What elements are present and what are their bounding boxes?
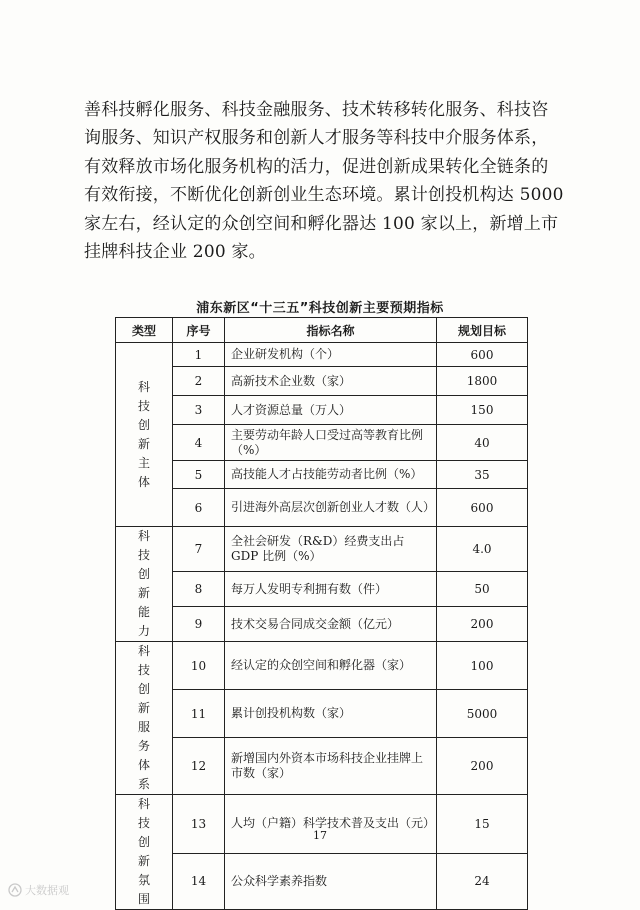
row-number-cell: 3 — [173, 396, 225, 425]
category-cell — [116, 343, 173, 527]
header-number: 序号 — [173, 318, 225, 343]
table-row — [116, 461, 528, 489]
target-value-cell: 1800 — [437, 367, 528, 396]
target-value-cell: 150 — [437, 396, 528, 425]
target-value-cell: 24 — [437, 853, 528, 910]
target-value-cell: 200 — [437, 738, 528, 795]
table-row — [116, 607, 528, 642]
indicator-name-cell: 公众科学素养指数 — [225, 853, 437, 910]
row-number-cell: 13 — [173, 795, 225, 854]
indicator-name-cell: 高新技术企业数（家） — [225, 367, 437, 396]
table-row — [116, 489, 528, 527]
indicator-name-cell: 新增国内外资本市场科技企业挂牌上市数（家） — [225, 738, 437, 795]
table-row — [116, 795, 528, 854]
indicator-name-cell: 高技能人才占技能劳动者比例（%） — [225, 461, 437, 489]
indicator-name-cell: 人均（户籍）科学技术普及支出（元） — [225, 795, 437, 854]
target-value-cell: 50 — [437, 572, 528, 607]
paragraph-line: 家左右，经认定的众创空间和孵化器达 100 家以上，新增上市 — [84, 213, 559, 234]
table-row — [116, 853, 528, 910]
row-number-cell: 9 — [173, 607, 225, 642]
paragraph-line: 挂牌科技企业 200 家。 — [84, 242, 266, 263]
category-label: 科技创新氛围 — [137, 797, 150, 906]
header-target: 规划目标 — [437, 318, 528, 343]
category-label: 科技创新能力 — [137, 529, 150, 638]
row-number-cell: 8 — [173, 572, 225, 607]
table-row — [116, 527, 528, 572]
table-row — [116, 396, 528, 425]
indicator-name-cell: 累计创投机构数（家） — [225, 690, 437, 738]
row-number-cell: 11 — [173, 690, 225, 738]
target-value-cell: 600 — [437, 489, 528, 527]
target-value-cell: 200 — [437, 607, 528, 642]
category-cell — [116, 642, 173, 795]
paragraph-line: 询服务、知识产权服务和创新人才服务等科技中介服务体系， — [84, 128, 549, 149]
target-value-cell: 4.0 — [437, 527, 528, 572]
row-number-cell: 5 — [173, 461, 225, 489]
watermark — [8, 882, 69, 898]
indicator-name-cell: 主要劳动年龄人口受过高等教育比例（%） — [225, 425, 437, 461]
body-paragraph — [84, 96, 568, 266]
target-value-cell: 600 — [437, 343, 528, 367]
category-cell — [116, 795, 173, 910]
row-number-cell: 10 — [173, 642, 225, 690]
header-category: 类型 — [116, 318, 173, 343]
indicator-name-cell: 技术交易合同成交金额（亿元） — [225, 607, 437, 642]
row-number-cell: 1 — [173, 343, 225, 367]
table-row — [116, 572, 528, 607]
row-number-cell: 12 — [173, 738, 225, 795]
category-label: 科技创新主体 — [137, 379, 150, 489]
paragraph-line: 有效释放市场化服务机构的活力，促进创新成果转化全链条的 — [84, 156, 549, 177]
category-cell — [116, 527, 173, 642]
row-number-cell: 14 — [173, 853, 225, 910]
target-value-cell: 100 — [437, 642, 528, 690]
indicator-name-cell: 全社会研发（R&D）经费支出占 GDP 比例（%） — [225, 527, 437, 572]
row-number-cell: 6 — [173, 489, 225, 527]
table-row — [116, 690, 528, 738]
table-row — [116, 425, 528, 461]
table-row — [116, 343, 528, 367]
table-row — [116, 642, 528, 690]
watermark-logo-icon — [8, 883, 22, 897]
row-number-cell: 7 — [173, 527, 225, 572]
table-header-row — [116, 318, 528, 343]
indicator-name-cell: 每万人发明专利拥有数（件） — [225, 572, 437, 607]
header-name: 指标名称 — [225, 318, 437, 343]
indicator-name-cell: 人才资源总量（万人） — [225, 396, 437, 425]
indicator-name-cell: 引进海外高层次创新创业人才数（人） — [225, 489, 437, 527]
table-row — [116, 738, 528, 795]
indicator-table — [115, 317, 528, 910]
indicator-name-cell: 经认定的众创空间和孵化器（家） — [225, 642, 437, 690]
row-number-cell: 2 — [173, 367, 225, 396]
target-value-cell: 35 — [437, 461, 528, 489]
paragraph-line: 善科技孵化服务、科技金融服务、技术转移转化服务、科技咨 — [84, 100, 549, 120]
target-value-cell: 40 — [437, 425, 528, 461]
paragraph-line: 有效衔接，不断优化创新创业生态环境。累计创投机构达 5000 — [84, 185, 564, 206]
category-label: 科技创新服务体系 — [137, 644, 150, 791]
indicator-name-cell: 企业研发机构（个） — [225, 343, 437, 367]
target-value-cell: 5000 — [437, 690, 528, 738]
page-number: 17 — [313, 829, 327, 842]
table-body — [116, 343, 528, 910]
target-value-cell: 15 — [437, 795, 528, 854]
table-caption: 浦东新区“十三五”科技创新主要预期指标 — [196, 301, 444, 316]
table-row — [116, 367, 528, 396]
row-number-cell: 4 — [173, 425, 225, 461]
watermark-text: 大数据观 — [25, 884, 69, 897]
